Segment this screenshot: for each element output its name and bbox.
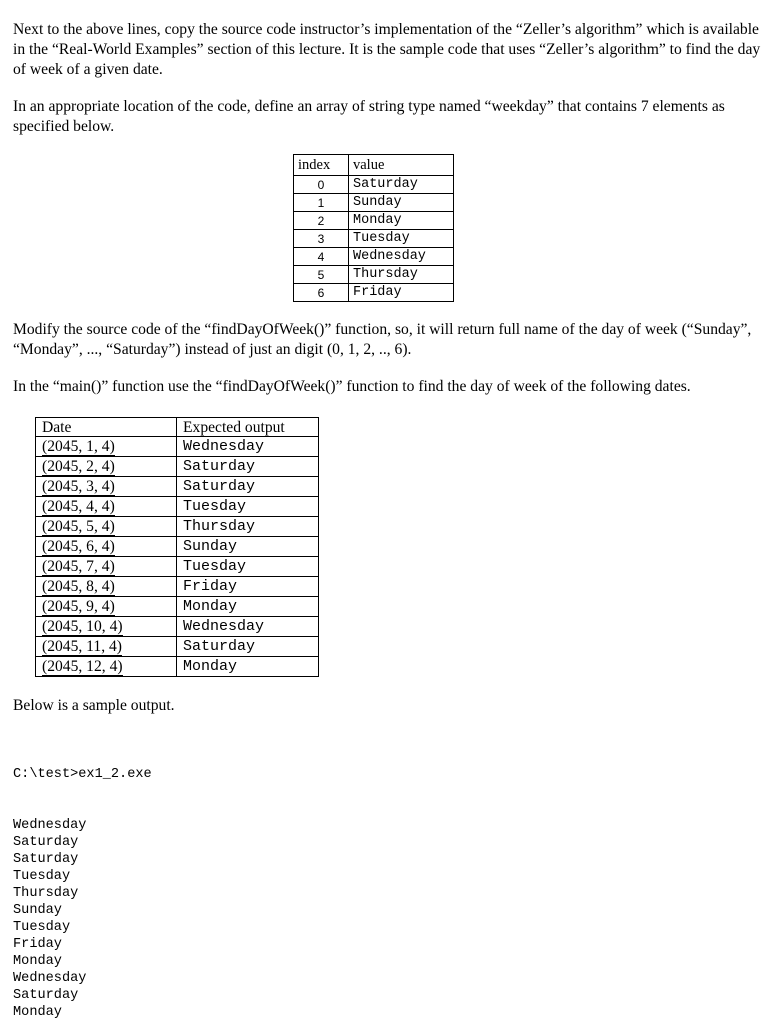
date-value: (2045, 8, 4) [42,577,115,595]
date-value: (2045, 10, 4) [42,617,123,635]
expected-output-cell: Thursday [177,517,319,537]
index-cell: 6 [294,284,349,302]
date-cell [36,497,177,517]
expected-output-cell: Monday [177,657,319,677]
date-cell [36,537,177,557]
console-line: Tuesday [13,869,71,884]
date-value: (2045, 7, 4) [42,557,115,575]
value-cell: Wednesday [349,248,454,266]
expected-output-header: Expected output [177,418,319,437]
date-cell [36,557,177,577]
value-cell: Monday [349,212,454,230]
table-row [36,597,319,617]
expected-output-cell: Tuesday [177,497,319,517]
table-row [36,457,319,477]
table-row [294,248,454,266]
date-cell [36,637,177,657]
weekday-array-table [293,154,454,302]
expected-output-cell: Saturday [177,477,319,497]
value-cell: Thursday [349,266,454,284]
table-row [36,657,319,677]
modify-instruction-paragraph: Modify the source code of the “findDayOfWeek()” function, so, it will return full name of the day of week (“Sunday”, “Monday”, ..., “Saturday”) instead of just an digit (0, 1, 2, .., 6). [13,321,752,358]
date-cell [36,437,177,457]
index-cell: 2 [294,212,349,230]
dates-expected-output-table [35,417,319,677]
console-line: Saturday [13,988,79,1003]
value-cell: Friday [349,284,454,302]
console-command: C:\test>ex1_2.exe [13,767,152,782]
main-instruction-paragraph: In the “main()” function use the “findDayOfWeek()” function to find the day of week of the following dates. [13,378,691,395]
date-cell [36,657,177,677]
console-line: Thursday [13,886,79,901]
table-row [294,284,454,302]
date-value: (2045, 3, 4) [42,477,115,495]
expected-output-cell: Wednesday [177,437,319,457]
sample-output-paragraph: Below is a sample output. [13,697,175,714]
date-value: (2045, 11, 4) [42,637,122,655]
table-row [36,477,319,497]
console-line: Friday [13,937,62,952]
expected-output-cell: Friday [177,577,319,597]
table-row [36,517,319,537]
expected-output-cell: Wednesday [177,617,319,637]
table-row [294,266,454,284]
sample-console-output [13,732,152,1020]
date-value: (2045, 5, 4) [42,517,115,535]
value-cell: Tuesday [349,230,454,248]
console-line: Tuesday [13,920,71,935]
index-cell: 0 [294,176,349,194]
date-value: (2045, 4, 4) [42,497,115,515]
array-instruction-paragraph: In an appropriate location of the code, define an array of string type named “weekday” that contains 7 elements as specified below. [13,98,725,135]
date-value: (2045, 9, 4) [42,597,115,615]
console-line: Wednesday [13,818,87,833]
table-row [36,537,319,557]
index-header: index [294,155,349,176]
console-line: Monday [13,954,62,969]
date-value: (2045, 6, 4) [42,537,115,555]
table-header-row [36,418,319,437]
table-row [294,176,454,194]
table-row [36,497,319,517]
table-row [294,194,454,212]
value-cell: Sunday [349,194,454,212]
expected-output-cell: Saturday [177,637,319,657]
date-cell [36,457,177,477]
value-header: value [349,155,454,176]
expected-output-cell: Sunday [177,537,319,557]
console-line: Saturday [13,852,79,867]
expected-output-cell: Saturday [177,457,319,477]
index-cell: 4 [294,248,349,266]
date-cell [36,577,177,597]
table-row [36,557,319,577]
table-row [36,437,319,457]
date-value: (2045, 12, 4) [42,657,123,675]
console-line: Wednesday [13,971,87,986]
index-cell: 3 [294,230,349,248]
index-cell: 5 [294,266,349,284]
console-line: Monday [13,1005,62,1020]
date-value: (2045, 2, 4) [42,457,115,475]
table-row [294,230,454,248]
table-row [36,617,319,637]
console-line: Sunday [13,903,62,918]
expected-output-cell: Monday [177,597,319,617]
date-header: Date [36,418,177,437]
console-line: Saturday [13,835,79,850]
table-header-row [294,155,454,176]
table-row [36,637,319,657]
date-cell [36,617,177,637]
expected-output-cell: Tuesday [177,557,319,577]
value-cell: Saturday [349,176,454,194]
date-cell [36,517,177,537]
intro-paragraph: Next to the above lines, copy the source code instructor’s implementation of the “Zeller’s algorithm” which is available in the “Real-World Examples” section of this lecture. It is the sample code that uses “Zeller’s algorithm” to find the day of week of a given date. [13,21,761,78]
date-cell [36,597,177,617]
index-cell: 1 [294,194,349,212]
table-row [294,212,454,230]
table-row [36,577,319,597]
date-cell [36,477,177,497]
date-value: (2045, 1, 4) [42,437,115,455]
